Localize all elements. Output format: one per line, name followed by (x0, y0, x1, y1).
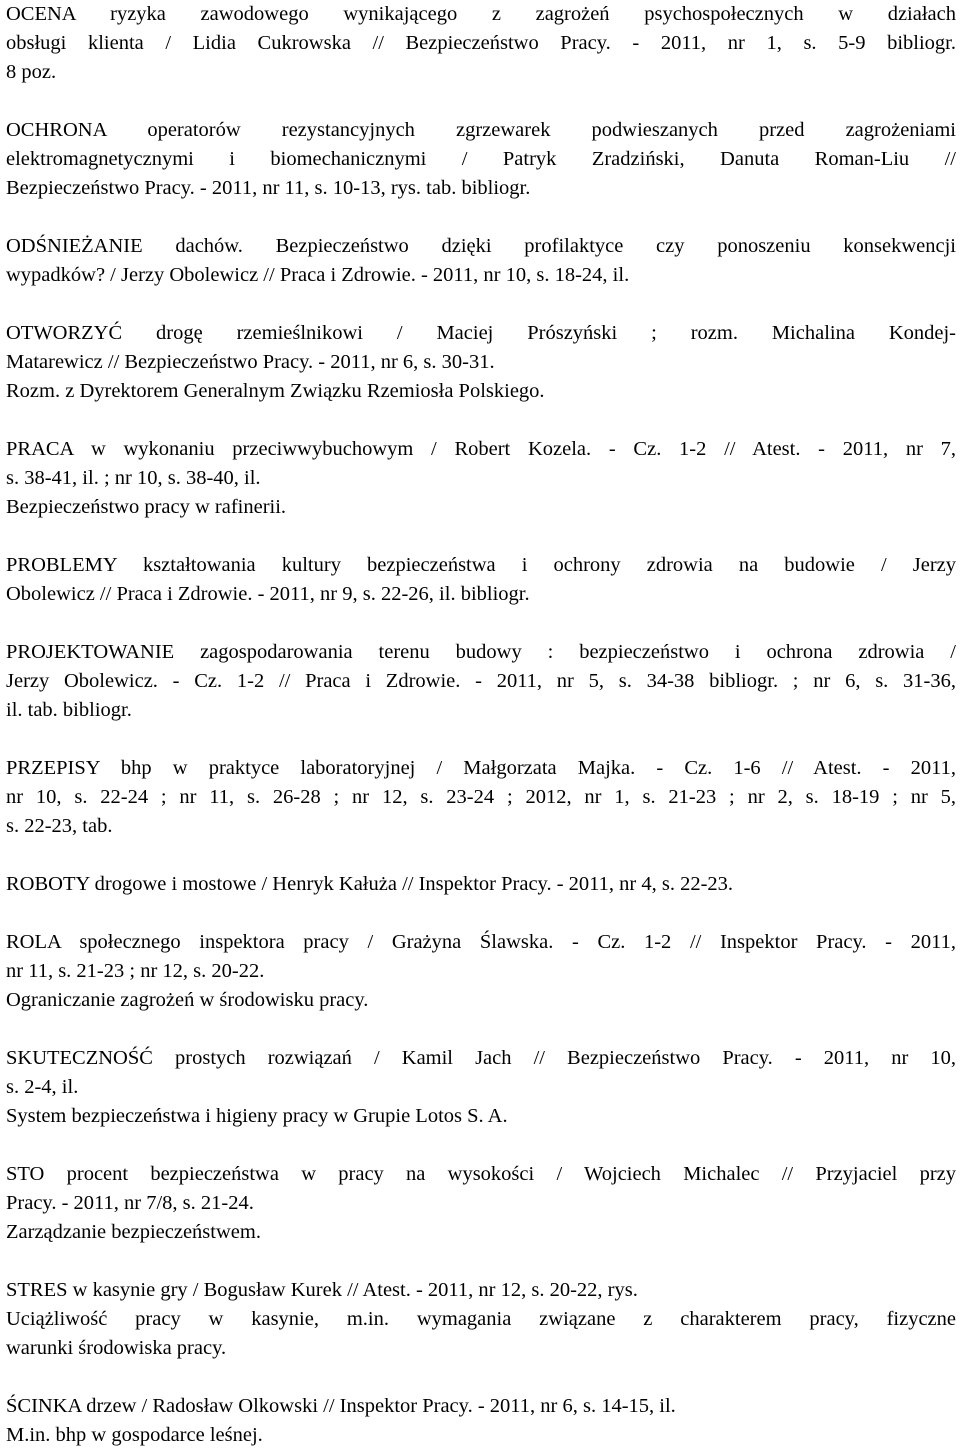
entry-text-line: STO procent bezpieczeństwa w pracy na wysokości / Wojciech Michalec // Przyjaciel przy (6, 1163, 956, 1185)
entry-annotation: warunki środowiska pracy. (6, 1337, 227, 1359)
entry-text-line: wypadków? / Jerzy Obolewicz // Praca i Zdrowie. - 2011, nr 10, s. 18-24, il. (6, 264, 630, 286)
entry-text-line: PROJEKTOWANIE zagospodarowania terenu budowy : bezpieczeństwo i ochrona zdrowia / (6, 641, 956, 663)
bibliography-entry (6, 928, 956, 1015)
entry-text-line: SKUTECZNOŚĆ prostych rozwiązań / Kamil Jach // Bezpieczeństwo Pracy. - 2011, nr 10, (6, 1047, 956, 1069)
entry-text-line: s. 38-41, il. ; nr 10, s. 38-40, il. (6, 467, 261, 489)
entry-text-line: nr 11, s. 21-23 ; nr 12, s. 20-22. (6, 960, 265, 982)
bibliography-entry (6, 638, 956, 725)
entry-text-line: Jerzy Obolewicz. - Cz. 1-2 // Praca i Zdrowie. - 2011, nr 5, s. 34-38 bibliogr. ; nr 6, s. 31-36, (6, 670, 956, 692)
entry-text-line: ROLA społecznego inspektora pracy / Grażyna Ślawska. - Cz. 1-2 // Inspektor Pracy. - 2011, (6, 931, 956, 953)
entry-text-line: STRES w kasynie gry / Bogusław Kurek // Atest. - 2011, nr 12, s. 20-22, rys. (6, 1279, 638, 1301)
bibliography-entry (6, 435, 956, 522)
entry-text-line: OCHRONA operatorów rezystancyjnych zgrzewarek podwieszanych przed zagrożeniami (6, 119, 956, 141)
bibliography-page (6, 0, 956, 1450)
bibliography-entry (6, 1160, 956, 1247)
entry-text-line: PRACA w wykonaniu przeciwwybuchowym / Robert Kozela. - Cz. 1-2 // Atest. - 2011, nr 7, (6, 438, 956, 460)
entry-text-line: ROBOTY drogowe i mostowe / Henryk Kałuża // Inspektor Pracy. - 2011, nr 4, s. 22-23. (6, 873, 734, 895)
bibliography-entry (6, 232, 956, 290)
entry-annotation: Ograniczanie zagrożeń w środowisku pracy. (6, 989, 369, 1011)
entry-text-line: Pracy. - 2011, nr 7/8, s. 21-24. (6, 1192, 254, 1214)
bibliography-entry (6, 870, 956, 899)
entry-text-line: PROBLEMY kształtowania kultury bezpieczeństwa i ochrony zdrowia na budowie / Jerzy (6, 554, 956, 576)
entry-text-line: Matarewicz // Bezpieczeństwo Pracy. - 2011, nr 6, s. 30-31. (6, 351, 495, 373)
bibliography-entry (6, 116, 956, 203)
bibliography-entry (6, 1044, 956, 1131)
bibliography-entry (6, 754, 956, 841)
bibliography-entry (6, 319, 956, 406)
entry-text-line: il. tab. bibliogr. (6, 699, 132, 721)
bibliography-entry (6, 1392, 956, 1450)
entry-text-line: obsługi klienta / Lidia Cukrowska // Bezpieczeństwo Pracy. - 2011, nr 1, s. 5-9 bibliogr. (6, 32, 956, 54)
entry-annotation: Zarządzanie bezpieczeństwem. (6, 1221, 261, 1243)
bibliography-entry (6, 0, 956, 87)
entry-text-line: s. 22-23, tab. (6, 815, 113, 837)
entry-text-line: 8 poz. (6, 61, 57, 83)
entry-text-line: PRZEPISY bhp w praktyce laboratoryjnej / Małgorzata Majka. - Cz. 1-6 // Atest. - 2011, (6, 757, 956, 779)
entry-text-line: Obolewicz // Praca i Zdrowie. - 2011, nr 9, s. 22-26, il. bibliogr. (6, 583, 530, 605)
entry-annotation: System bezpieczeństwa i higieny pracy w Grupie Lotos S. A. (6, 1105, 508, 1127)
entry-text-line: elektromagnetycznymi i biomechanicznymi / Patryk Zradziński, Danuta Roman-Liu // (6, 148, 956, 170)
entry-annotation: Uciążliwość pracy w kasynie, m.in. wymagania związane z charakterem pracy, fizyczne (6, 1308, 956, 1330)
entry-annotation: M.in. bhp w gospodarce leśnej. (6, 1424, 263, 1446)
entry-text-line: OTWORZYĆ drogę rzemieślnikowi / Maciej Prószyński ; rozm. Michalina Kondej- (6, 322, 956, 344)
entry-text-line: nr 10, s. 22-24 ; nr 11, s. 26-28 ; nr 12, s. 23-24 ; 2012, nr 1, s. 21-23 ; nr 2, s. 18-19 ; nr 5, (6, 786, 956, 808)
entry-text-line: ODŚNIEŻANIE dachów. Bezpieczeństwo dzięki profilaktyce czy ponoszeniu konsekwencji (6, 235, 956, 257)
entry-text-line: s. 2-4, il. (6, 1076, 79, 1098)
entry-text-line: Bezpieczeństwo Pracy. - 2011, nr 11, s. 10-13, rys. tab. bibliogr. (6, 177, 531, 199)
entry-text-line: ŚCINKA drzew / Radosław Olkowski // Inspektor Pracy. - 2011, nr 6, s. 14-15, il. (6, 1395, 676, 1417)
bibliography-entry (6, 551, 956, 609)
entry-annotation: Rozm. z Dyrektorem Generalnym Związku Rzemiosła Polskiego. (6, 380, 545, 402)
bibliography-entry (6, 1276, 956, 1363)
entry-annotation: Bezpieczeństwo pracy w rafinerii. (6, 496, 287, 518)
entry-text-line: OCENA ryzyka zawodowego wynikającego z zagrożeń psychospołecznych w działach (6, 3, 956, 25)
